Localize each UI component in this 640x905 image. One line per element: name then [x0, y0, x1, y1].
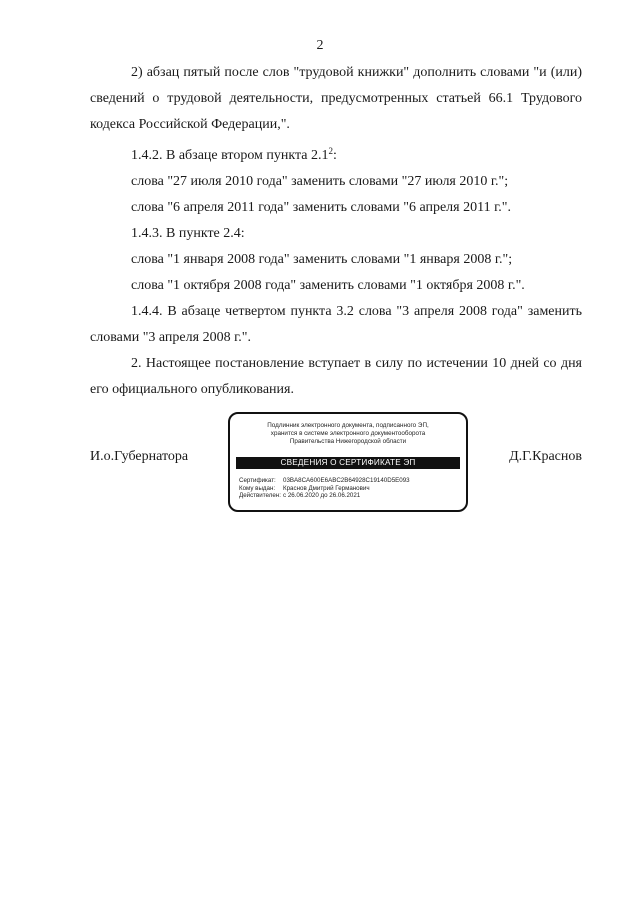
- certificate-number-row: [239, 477, 460, 485]
- certificate-header-line: Подлинник электронного документа, подписанного ЭП,: [267, 422, 429, 429]
- paragraph-abzats-pyatyi: 2) абзац пятый после слов "трудовой книжки" дополнить словами "и (или) сведений о трудовой деятельности, предусмотренных статьей 66.1 Трудового кодекса Российской Федерации,".: [90, 65, 582, 132]
- certificate-owner-row: [239, 485, 460, 493]
- certificate-header: [236, 422, 460, 446]
- certificate-header-line: хранится в системе электронного документооборота: [270, 430, 426, 437]
- paragraph-1-4-2: [90, 138, 582, 169]
- certificate-validity-row: [239, 492, 460, 500]
- certificate-header-line: Правительства Нижегородской области: [289, 438, 407, 445]
- superscript: 2: [328, 146, 334, 156]
- certificate-owner-label: Кому выдан:: [239, 484, 276, 492]
- certificate-number-label: Сертификат:: [239, 477, 276, 484]
- certificate-validity-value: с 26.06.2020 до 26.06.2021: [283, 492, 361, 499]
- certificate-validity-label: Действителен:: [239, 492, 281, 499]
- certificate-number-value: 03BA8CA600E6ABC2B64928C19140D5E093: [283, 477, 410, 484]
- document-body: [90, 60, 582, 403]
- certificate-owner-value: Краснов Дмитрий Германович: [283, 484, 370, 492]
- paragraph-1-4-3: 1.4.3. В пункте 2.4:: [131, 226, 245, 241]
- page-number: 2: [316, 38, 324, 53]
- paragraph-replace-6-april: слова "6 апреля 2011 года" заменить словами "6 апреля 2011 г.".: [131, 200, 511, 215]
- certificate-title-bar: СВЕДЕНИЯ О СЕРТИФИКАТЕ ЭП: [236, 457, 460, 469]
- paragraph-1-4-2-text: 1.4.2. В абзаце втором пункта 2.1: [131, 148, 329, 163]
- certificate-details: [239, 477, 460, 500]
- signatory-position: И.о.Губернатора: [90, 449, 189, 464]
- signatory-name: Д.Г.Краснов: [509, 449, 582, 464]
- paragraph-effective-date: 2. Настоящее постановление вступает в силу по истечении 10 дней со дня его официального опубликования.: [90, 356, 582, 397]
- paragraph-1-4-2-colon: :: [333, 148, 337, 163]
- paragraph-replace-1-october: слова "1 октября 2008 года" заменить словами "1 октября 2008 г.".: [131, 278, 525, 293]
- paragraph-replace-1-january: слова "1 января 2008 года" заменить словами "1 января 2008 г.";: [131, 252, 513, 267]
- paragraph-1-4-4: 1.4.4. В абзаце четвертом пункта 3.2 слова "3 апреля 2008 года" заменить словами "3 апреля 2008 г.".: [90, 304, 582, 345]
- paragraph-replace-27-july: слова "27 июля 2010 года" заменить словами "27 июля 2010 г.";: [131, 174, 509, 189]
- e-signature-certificate-stamp: [228, 412, 468, 512]
